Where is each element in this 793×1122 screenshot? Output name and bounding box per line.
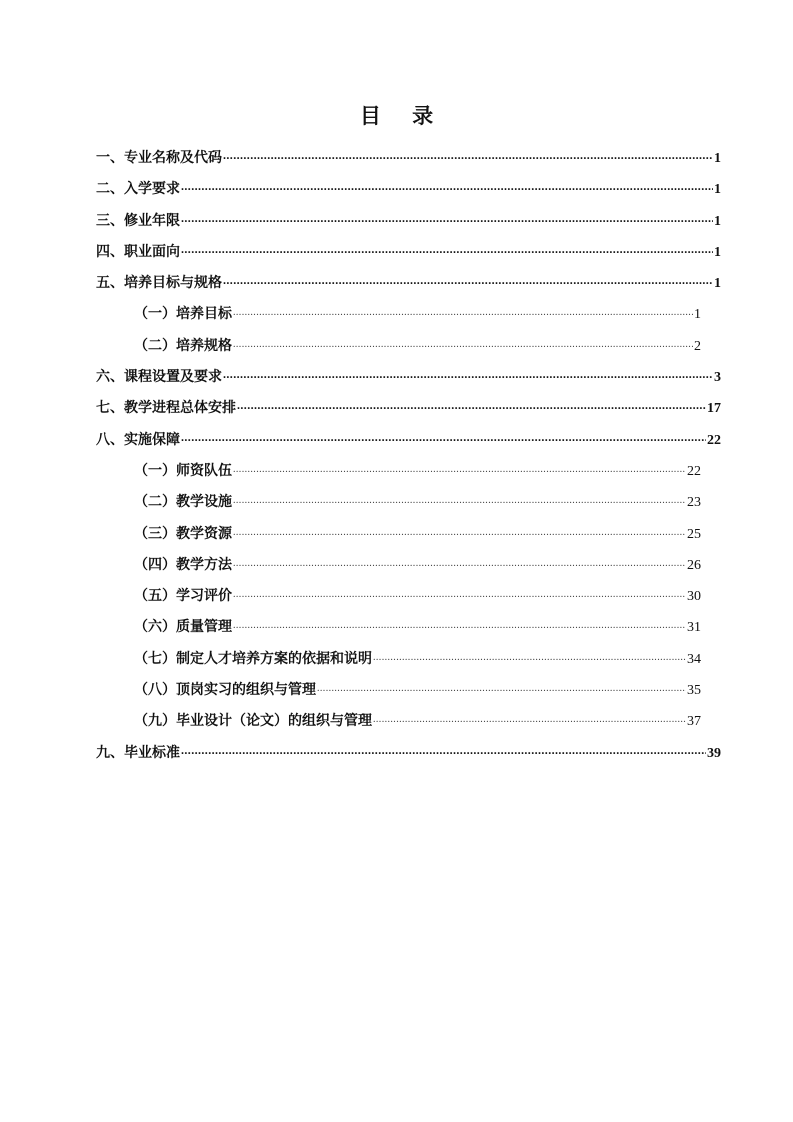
toc-entry[interactable] xyxy=(96,362,721,393)
toc-entry[interactable] xyxy=(96,675,721,706)
toc-entry[interactable] xyxy=(96,456,721,487)
toc-entry-label: （一）培养目标 xyxy=(134,306,232,323)
toc-dot-leader xyxy=(233,610,686,641)
toc-entry-page-number: 35 xyxy=(687,683,701,699)
toc-entry-page-number: 22 xyxy=(687,463,701,479)
toc-dot-leader xyxy=(233,548,686,579)
toc-entry-page-number: 3 xyxy=(714,370,721,386)
toc-dot-leader xyxy=(373,704,686,735)
toc-entry-label: 七、教学进程总体安排 xyxy=(96,400,236,417)
toc-entry-label: 一、专业名称及代码 xyxy=(96,150,222,166)
toc-entry-label: （二）培养规格 xyxy=(134,337,232,354)
toc-entry-page-number: 37 xyxy=(687,714,701,730)
toc-dot-leader xyxy=(237,390,706,421)
toc-entry[interactable] xyxy=(96,550,721,581)
toc-entry-page-number: 31 xyxy=(687,620,701,636)
toc-entry-page-number: 22 xyxy=(707,432,721,448)
toc-dot-leader xyxy=(223,265,713,296)
toc-entry-page-number: 34 xyxy=(687,651,701,667)
toc-entry-page-number: 25 xyxy=(687,526,701,542)
toc-dot-leader xyxy=(223,140,713,171)
toc-entry[interactable] xyxy=(96,206,721,237)
toc-entry-label: 四、职业面向 xyxy=(96,243,180,260)
toc-entry-page-number: 1 xyxy=(694,307,701,323)
toc-entry-label: （六）质量管理 xyxy=(134,619,232,636)
toc-entry-page-number: 1 xyxy=(714,151,721,166)
toc-entry-label: 三、修业年限 xyxy=(96,212,180,229)
toc-entry-page-number: 26 xyxy=(687,557,701,573)
toc-entry-label: （二）教学设施 xyxy=(134,494,232,511)
toc-entry-page-number: 1 xyxy=(714,182,721,198)
toc-entry-label: （八）顶岗实习的组织与管理 xyxy=(134,682,316,699)
toc-entry[interactable] xyxy=(96,331,721,362)
toc-entry-page-number: 17 xyxy=(707,401,721,417)
toc-dot-leader xyxy=(223,359,713,390)
toc-entry-label: （三）教学资源 xyxy=(134,525,232,542)
toc-entry-label: （五）学习评价 xyxy=(134,588,232,605)
toc-title: 目 录 xyxy=(359,104,446,128)
toc-dot-leader xyxy=(233,517,686,548)
toc-entry-page-number: 2 xyxy=(694,338,701,354)
toc-entry-page-number: 30 xyxy=(687,589,701,605)
toc-entry-page-number: 1 xyxy=(714,213,721,229)
table-of-contents xyxy=(96,143,721,769)
toc-entry-label: （四）教学方法 xyxy=(134,556,232,573)
toc-dot-leader xyxy=(233,485,686,516)
toc-entry[interactable] xyxy=(96,299,721,330)
toc-dot-leader xyxy=(181,203,713,234)
toc-entry[interactable] xyxy=(96,487,721,518)
toc-entry-label: 六、课程设置及要求 xyxy=(96,369,222,386)
toc-entry-label: 二、入学要求 xyxy=(96,181,180,198)
toc-entry[interactable] xyxy=(96,644,721,675)
toc-entry-label: 八、实施保障 xyxy=(96,431,180,448)
toc-entry[interactable] xyxy=(96,738,721,769)
toc-entry[interactable] xyxy=(96,706,721,737)
toc-dot-leader xyxy=(233,297,693,328)
toc-dot-leader xyxy=(181,422,706,453)
toc-dot-leader xyxy=(233,454,686,485)
toc-entry-page-number: 39 xyxy=(707,745,721,761)
toc-entry-label: 五、培养目标与规格 xyxy=(96,275,222,292)
toc-dot-leader xyxy=(373,642,686,673)
toc-dot-leader xyxy=(181,735,706,766)
toc-entry[interactable] xyxy=(96,237,721,268)
toc-entry[interactable] xyxy=(96,581,721,612)
toc-entry-page-number: 23 xyxy=(687,495,701,511)
toc-entry[interactable] xyxy=(96,174,721,205)
toc-entry[interactable] xyxy=(96,143,721,174)
toc-entry-label: 九、毕业标准 xyxy=(96,744,180,761)
toc-entry[interactable] xyxy=(96,612,721,643)
toc-entry[interactable] xyxy=(96,268,721,299)
toc-entry[interactable] xyxy=(96,519,721,550)
toc-dot-leader xyxy=(233,329,693,360)
toc-entry-label: （一）师资队伍 xyxy=(134,462,232,479)
toc-entry-page-number: 1 xyxy=(714,276,721,292)
toc-entry-label: （九）毕业设计（论文）的组织与管理 xyxy=(134,713,372,730)
toc-dot-leader xyxy=(233,579,686,610)
toc-entry[interactable] xyxy=(96,425,721,456)
toc-dot-leader xyxy=(181,234,713,265)
toc-dot-leader xyxy=(181,171,713,202)
toc-entry[interactable] xyxy=(96,393,721,424)
toc-entry-label: （七）制定人才培养方案的依据和说明 xyxy=(134,650,372,667)
toc-entry-page-number: 1 xyxy=(714,244,721,260)
toc-dot-leader xyxy=(317,673,686,704)
